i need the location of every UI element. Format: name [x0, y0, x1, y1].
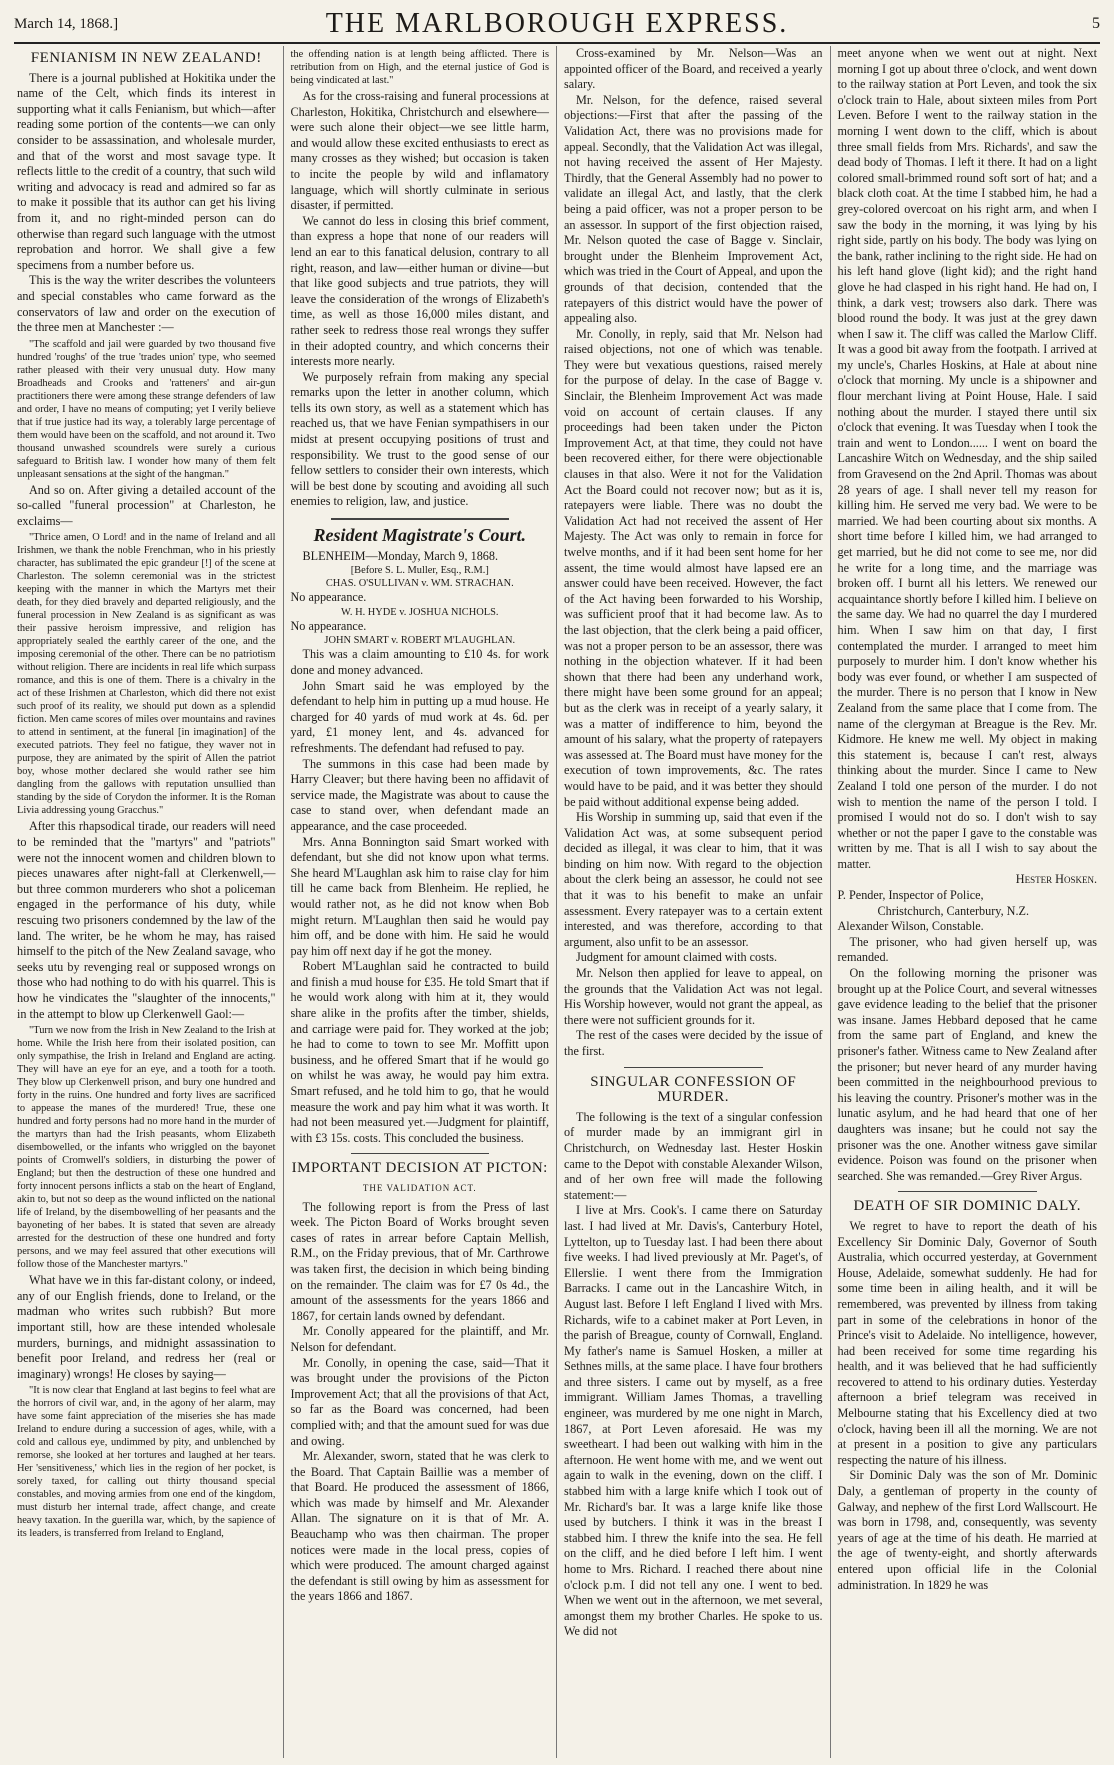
article-headline-daly: DEATH OF SIR DOMINIC DALY.	[853, 1198, 1081, 1215]
paragraph: Robert M'Laughlan said he contracted to build and finish a mud house for £35. He told Smart that if he would work along with him at it, they would share alike in the profits after the timber, shields, and carriage were paid for. They worked at the job; he had to come to town to see Mr. Moffitt upon business, and he offered Smart that if he would go on whilst he was away, he would pay him extra. Smart refused, and he told him to go, that he would measure the work and pay him what it was worth. It had not been measured yet.—Judgment for plaintiff, with £3 15s. costs. This concluded the business.	[290, 959, 549, 1145]
case-title: CHAS. O'SULLIVAN v. WM. STRACHAN.	[325, 578, 514, 590]
article-headline-picton: IMPORTANT DECISION AT PICTON:	[291, 1160, 548, 1177]
paragraph: This is the way the writer describes the volunteers and special constables who came forward as the conservators of law and order on the execution of the three men at Manchester :—	[17, 273, 276, 335]
quotation: "Turn we now from the Irish in New Zealand to the Irish at home. While the Irish here from their isolated position, can only sympathise, the Irish in Ireland and England are acting. They will have an eye for an eye, and a tooth for a tooth. They blow up Clerkenwell prison, and bury one hundred and forty in the ruins. One hundred and forty lives are sacrificed to appease the manes of the murdered! True, these one hundred and forty persons had no more hand in the murder of the martyrs than had the Irish peasants, whom Elizabeth disembowelled, or the infants who wriggled on the bayonet points of Cromwell's soldiers, in disturbing the power of England; but then the destruction of these one hundred and forty innocent persons inflicts a stab on the heart of England, akin to, but not so deep as the wound inflicted on the national life of Ireland, by the disembowelling of her peasants and the bayoneting of her babes. It is stated that seven are already arrested for the destruction of these one hundred and forty persons, and we may feel assured that other executions will follow those of the Manchester martyrs."	[17, 1025, 276, 1271]
paragraph: Mr. Conolly appeared for the plaintiff, and Mr. Nelson for defendant.	[290, 1324, 549, 1354]
masthead	[14, 6, 1100, 44]
case-title: JOHN SMART v. ROBERT M'LAUGHLAN.	[324, 635, 516, 647]
paragraph: Mrs. Anna Bonnington said Smart worked with defendant, but she did not know upon what terms. She heard M'Laughlan ask him to raise clay for him till he came back from Blenheim. He replied, he would rather not, as he did not know when Bob might return. M'Laughlan then said he would pay him off, and be done with him. He said he would pay him off next day if he got the money.	[290, 834, 549, 958]
quotation: "It is now clear that England at last begins to feel what are the horrors of civil war, and, in the agony of her alarm, may have some faint appreciation of the miseries she has made Ireland to endure during a succession of ages, while, with a cold and callous eye, undimmed by pity, and unblenched by remorse, she looked at her tortures and laughed at her tears. Her 'sensitiveness,' which lies in the region of her pocket, is sorely taxed, for calling out thirty thousand special constables, and moving armies from one end of the kingdom, must disturb her internal trade, affect change, and create heavy taxation. In the guerilla war, which, by the sapience of its leaders, is transferred from Ireland to England,	[17, 1385, 276, 1540]
paragraph: And so on. After giving a detailed account of the so-called "funeral procession" at Charleston, he exclaims—	[17, 482, 276, 528]
paragraph: There is a journal published at Hokitika under the name of the Celt, which finds its interest in supporting what it calls Fenianism, but which—after reading some portion of the contents—we can only consider to be assassination, and wholesale murder, and that of the worst and most savage type. It reflects little to the credit of a country, that such wild writing and advocacy is read and admired so far as to make it possible that its author can get his living from it, and no right-minded person can do otherwise than regard such language with the utmost reprobation and horror. We shall give a few specimens from a number before us.	[17, 70, 276, 272]
paragraph: Judgment for amount claimed with costs.	[576, 950, 778, 965]
article-headline-confession: SINGULAR CONFESSION OF MURDER.	[590, 1073, 797, 1106]
article-subhead: THE VALIDATION ACT.	[362, 1183, 477, 1193]
paragraph: We cannot do less in closing this brief comment, than express a hope that none of our readers will lend an ear to this fanatical delusion, contrary to all right, reason, and law—either human or divine—but that like good subjects and true patriots, they will leave the consideration of the wrongs of Elizabeth's time, as well as those 16,000 miles distant, and rather seek to redress those real wrongs they suffer in their adopted country, and which concerns their interests more nearly.	[290, 213, 549, 369]
paragraph: This was a claim amounting to £10 4s. for work done and money advanced.	[290, 647, 549, 677]
paragraph: After this rhapsodical tirade, our readers will need to be reminded that the "martyrs" and "patriots" were not the innocent women and children blown to pieces unawares after night-fall at Clerkenwell,—but three common murderers who shot a policeman engaged in the performance of his duty, while rescuing two prisoners condemned by the law of the land. The writer, be he whom he may, has raised himself to the pitch of the New Zealand savage, who seeks utu by revenging real or supposed wrongs on those who had nothing to do with his quarrel. This is how he vindicates the "slaughter of the innocents," in the attempt to blow up Clerkenwell Gaol:—	[17, 819, 276, 1021]
column-2	[284, 46, 558, 1758]
paragraph: The prisoner, who had given herself up, was remanded.	[837, 934, 1097, 965]
paragraph: Cross-examined by Mr. Nelson—Was an appointed officer of the Board, and received a yearly salary.	[564, 46, 823, 92]
article-headline-fenianism: FENIANISM IN NEW ZEALAND!	[30, 50, 262, 66]
case-title: W. H. HYDE v. JOSHUA NICHOLS.	[341, 606, 499, 618]
section-title-court: Resident Magistrate's Court.	[313, 525, 527, 546]
divider	[624, 1067, 763, 1068]
paragraph: Mr. Alexander, sworn, stated that he was clerk to the Board. That Captain Baillie was a member of that Board. He produced the assessment of 1866, which was made by himself and Mr. Alexander Allan. The signature on it is that of Mr. A. Beauchamp who was then chairman. The proper notices were made in the local press, copies of which were produced. The amount charged against the defendant is still owing by him as assessment for the years 1866 and 1867.	[290, 1449, 549, 1604]
issue-date: March 14, 1868.]	[14, 15, 119, 32]
column-1	[10, 46, 284, 1758]
paragraph: Mr. Nelson, for the defence, raised several objections:—First that after the passing of the Validation Act, there was no provisions made for appeal. Secondly, that the Validation Act was illegal, not having received the assent of Her Majesty. Thirdly, that the General Assembly had no power to validate an illegal Act, and lastly, that the clerk being a paid officer, was not a proper person to be an assessor. In support of the first objection raised, Mr. Nelson quoted the case of Bagge v. Sinclair, brought under the Blenheim Improvement Act, which was tried in the Court of Appeal, and upon the grounds of that decision, contended that the ratepayers of this district would have the power of appealing also.	[564, 92, 823, 326]
divider	[898, 1191, 1038, 1192]
paragraph: Sir Dominic Daly was the son of Mr. Dominic Daly, a gentleman of property in the county of Galway, and nephew of the first Lord Wallscourt. He was born in 1798, and, consequently, was seventy years of age at the time of his death. He married at the age of twenty-eight, and shortly afterwards entered upon official life in the Colonial administration. In 1829 he was	[837, 1468, 1097, 1592]
paragraph: We purposely refrain from making any special remarks upon the letter in another column, which tells its own story, as well as a statement which has reached us, that we have Fenian sympathisers in our midst at present occupying positions of trust and responsibility. We trust to the good sense of our fellow settlers to consider their own interests, which will be best done by scouting and avoiding all such enemies to religion, law, and justice.	[290, 369, 549, 509]
paragraph: The following is the text of a singular confession of murder made by an immigrant girl in Christchurch, on Wednesday last. Hester Hoskin came to the Depot with constable Alexander Wilson, and of her own free will made the following statement:—	[564, 1109, 823, 1202]
witness-line: Alexander Wilson, Constable.	[837, 919, 984, 934]
column-4	[831, 46, 1105, 1758]
case-result: No appearance.	[290, 590, 367, 605]
column-3	[557, 46, 831, 1758]
paragraph: Mr. Nelson then applied for leave to appeal, on the grounds that the Validation Act was not legal. His Worship however, would not grant the appeal, as there were not sufficient grounds for it.	[564, 966, 823, 1027]
dateline: BLENHEIM—Monday, March 9, 1868.	[302, 548, 499, 563]
paragraph: What have we in this far-distant colony, or indeed, any of our English friends, done to Ireland, or the madman who writes such rubbish? But more important still, how are these intended wholesale murders, burnings, and midnight assassination to benefit poor Ireland, and redress her (real or imaginary) wrongs! He closes by saying—	[17, 1273, 276, 1381]
paragraph: Mr. Conolly, in opening the case, said—That it was brought under the provisions of the Picton Improvement Act; that all the provisions of that Act, so far as the Board was concerned, had been complied with; and that the amount sued for was due and owing.	[290, 1355, 549, 1448]
quotation: "The scaffold and jail were guarded by two thousand five hundred 'roughs' of the true 'trades union' type, who seemed rather pleased with their very unusual duty. How many Broadheads and Crooks and 'ratteners' and air-gun practitioners there were among these strange defenders of law and order, I have no means of computing; yet I verily believe that if true justice had its way, a tolerably large percentage of them would have been on the scaffold, and not around it. Two thousand unwashed scoundrels were surely a curious safeguard to British law. I wonder how many of them felt unpleasant sensations at the sight of the hangman."	[17, 338, 276, 480]
paragraph: The rest of the cases were decided by the issue of the first.	[564, 1028, 823, 1058]
paragraph: John Smart said he was employed by the defendant to help him in putting up a mud house. He charged for 40 yards of mud work at 4s. 6d. per yard, £1 money lent, and 4s. advanced for refreshments. The defendant had refused to pay.	[290, 678, 549, 755]
quotation: "Thrice amen, O Lord! and in the name of Ireland and all Irishmen, we thank the noble Frenchman, who in his priestly character, has sublimated the epic grandeur [!] of the scene at Charleston. The solemn ceremonial was in the strictest keeping with the manner in which the Martyrs met their death, for they died bravely and departed religiously, and the funeral procession in New Zealand is as significant as was their passive heroism impressive, and religion has appropriately sealed the earthly career of the one, and the imposing ceremonial of the other. There can be no patriotism without religion. There are incidents in real life which surpass romance, and this is one of them. There is a chivalry in the act of these Irishmen at Charleston, which did there not exist such proof of its reality, we should put down as a splendid fiction. Men came scores of miles over mountains and ravines to attend in sentiment, at the funeral [in imagination] of the executed patriots. They feel no fatigue, they waver not in purpose, they are animated by the spirit of Allen the patriot boy, whose mother declared she would rather see him dangling from the gallows with reputation unsullied than standing by the side of Corydon the informer. It is the Roman Livia addressing young Gracchus."	[17, 532, 276, 817]
paragraph: We regret to have to report the death of his Excellency Sir Dominic Daly, Governor of South Australia, which occurred yesterday, at Government House, Adelaide, somewhat suddenly. He had for some time been in ailing health, and it will be remembered, was prevented by illness from taking part in some of the celebrations in honor of the Prince's visit to Adelaide. No intelligence, however, had been received for some time regarding his health, and it was believed that he had sufficiently recovered to attend to his ordinary duties. Yesterday afternoon a brief telegram was received in Melbourne stating that his Excellency died at two o'clock, having been ill all the morning. We are not at present in a position to give any particulars respecting the nature of his illness.	[837, 1218, 1097, 1467]
signature: Hester Hosken.	[1015, 872, 1097, 887]
paragraph: Mr. Conolly, in reply, said that Mr. Nelson had raised objections, not one of which was tenable. They were but vexatious questions, raised merely for the purpose of delay. In the case of Bagge v. Sinclair, the Blenheim Improvement Act was made void on account of certain clauses. If any proceedings had been taken under the Picton Improvement Act, at that time, they could not have been recovered either, for there were objectionable clauses in that also. Were it not for the Validation Act the Board could not recover now; but as it is, ratepayers were liable. There was no doubt the Validation Act had not received the assent of Her Majesty. The Act was only to remain in force for twelve months, and if it had been sent home for her assent, the time would almost have lapsed ere an answer could have been received. However, the fact of the Act having been forwarded to his Worship, was sufficient proof that it had become law. As to the last objection, that the clerk being a paid officer, was not a proper person to be an assessor, there was nothing in the objection whatever. If it had been shown that there had been any underhand work, there might have been some ground for an appeal; but as the clerk was in receipt of a yearly salary, it was a matter of indifference to him, beyond the amount of his salary, what the property of ratepayers was assessed at. The Board must have money for the execution of town improvements, &c. The rates would have to be paid, and it was better they should be paid without additional expense being added.	[564, 326, 823, 809]
case-result: No appearance.	[290, 618, 367, 633]
paragraph: meet anyone when we went out at night. Next morning I got up about three o'clock, and went down to the railway station at Port Leven, and took the six o'clock train to Hale, about sixteen miles from Port Leven. Before I went to the railway station in the morning I went down to the cliff, which is about three small fields from Mrs. Richards', and saw the dead body of Thomas. I left it there. It had on a light colored small-brimmed round soft sort of hat; and a black cloth coat. At the time I stabbed him, he had a grey-colored overcoat on his right arm, and when I saw the body in the morning, it was lying by his right side, partly on his body. The body was lying on the bank, rather inclining to the right side. He had on his left hand glove (light kid); and the right hand glove he had clasped in his right hand. He had on, I think, a dark vest; trowsers also dark. There was blood round the body. It was just at the grey dawn when I saw it. The cliff was called the Marlow Cliff. It was a good bit away from the footpath. I arrived at my uncle's, Charles Hoskins, at Hale at about nine o'clock that morning. My uncle is a shipowner and flour merchant living at Point House, Hale. I said nothing about the murder. I stayed there until six o'clock that evening. It was Tuesday when I took the train and went to London...... I went on board the Lancashire Witch on Wednesday, and the ship sailed from Gravesend on the 2nd April. Thomas was about 28 years of age. I shall never tell my reason for killing him. He served me very bad. We were to be married. We had been courting about six months. A short time before I killed him, we had arranged to get married, but he did not come to see me, nor did he write for a long time, and the marriage was broken off. I burnt all his letters. We renewed our acquaintance shortly before I killed him. I believe on the same day. We had no quarrel the day I murdered him. When I saw him on that day, I first contemplated the murder. I arranged to meet him purposely to murder him. I don't know whether his body was ever found, or whether I am suspected of the murder. There is no person that I know in New Zealand from the same place that I come from. The name of the clergyman at Breague is the Rev. Mr. Kidmore. He knew me well. My object in making this statement is, because I can't rest, always thinking about the murder. Since I came to New Zealand I told one person of the murder. I do not wish to mention the name of the person I told. I promised I would not do so. I don't wish to say whether or not the paper I gave to the constable was written by me. That is all I wish to say about the matter.	[837, 46, 1097, 871]
paragraph: The summons in this case had been made by Harry Cleaver; but there having been no affidavit of service made, the Magistrate was about to cause the case to stand over, when defendant made an appearance, and the case proceeded.	[290, 756, 549, 833]
divider	[331, 518, 510, 520]
paragraph: The following report is from the Press of last week. The Picton Board of Works brought seven cases of rates in arrear before Captain Mellish, R.M., on the Friday previous, that of Mr. Carthrowe was taken first, the decision in which being binding on the remainder. The claim was for £7 0s 4d., the amount of the assessments for the years 1866 and 1867, for certain lands owned by defendant.	[290, 1199, 549, 1323]
paragraph: On the following morning the prisoner was brought up at the Police Court, and several witnesses gave evidence leading to the belief that the prisoner was insane. James Hebbard deposed that he came from the same part of England, and knew the prisoner's father. Witness came to New Zealand after the prisoner; but never heard of any murder having been committed in the neighbourhood previous to his leaving the country. Prisoner's mother was in the lunatic asylum, and he had heard that one of her daughters was insane; but he could not say the prisoner was the one. Another witness gave similar evidence. Poison was found on the prisoner when searched. She was remanded.—Grey River Argus.	[837, 966, 1097, 1183]
paragraph: His Worship in summing up, said that even if the Validation Act was, at some subsequent period decided as illegal, it was clear to him, that it was binding on him now. With regard to the objection about the clerk being an assessor, he could not see that it was to his benefit to make an unfair assessment. Every ratepayer was to a certain extent interested, and was therefore, according to that argument, also unfit to be an assessor.	[564, 810, 823, 949]
magistrate-line: [Before S. L. Muller, Esq., R.M.]	[350, 565, 489, 577]
witness-line: P. Pender, Inspector of Police,	[837, 888, 984, 903]
paragraph: I live at Mrs. Cook's. I came there on Saturday last. I had lived at Mr. Davis's, Canterbury Hotel, Lyttelton, up to Tuesday last. I had been there about five weeks. I had lived previously at Mr. Paget's, of Ellerslie. I went there from the Immigration Barracks. I came out in the Lancashire Witch, in August last. Before I left England I lived with Mrs. Richards, wife to a cabinet maker at Port Leven, in the parish of Breague, county of Cornwall, England. My father's name is Samuel Hosken, a miller at Sethnes mills, at the same place. I have four brothers and three sisters. I came out by myself, as a free immigrant. William James Thomas, a travelling engineer, was murdered by me one night in March, 1867, at Port Leven aforesaid. He was my sweetheart. I had been out walking with him in the afternoon. He went home with me, and we went out again to walk in the evening, down on the cliff. I stabbed him with a large knife which I took out of Mr. Richard's bar. It was a large knife like those used by butchers. I think it was in the breast I stabbed him. I threw the knife into the sea. He fell on the cliff, and he died before I left him. I went home to Mrs. Richard. I reached there about nine o'clock p.m. I did not tell any one. I went to bed. When we went out in the afternoon, we met several, amongst them my brother Charles. He spoke to us. We did not	[564, 1203, 823, 1639]
quotation-continued: the offending nation is at length being afflicted. There is retribution from on High, and the eternal justice of God is being vindicated at last."	[290, 49, 549, 86]
page-number: 5	[1092, 15, 1100, 32]
newspaper-title: THE MARLBOROUGH EXPRESS.	[325, 8, 789, 39]
columns	[10, 46, 1104, 1758]
divider	[351, 1153, 490, 1154]
witness-line: Christchurch, Canterbury, N.Z.	[877, 903, 1030, 918]
paragraph: As for the cross-raising and funeral processions at Charleston, Hokitika, Christchurch and elsewhere—were such alone their object—we see little harm, and would allow these excited enthusiasts to erect as many crosses as they wished; but occasion is taken to incite the people by wild and inflamatory language, which will shortly culminate in serious disaster, if permitted.	[290, 89, 549, 213]
